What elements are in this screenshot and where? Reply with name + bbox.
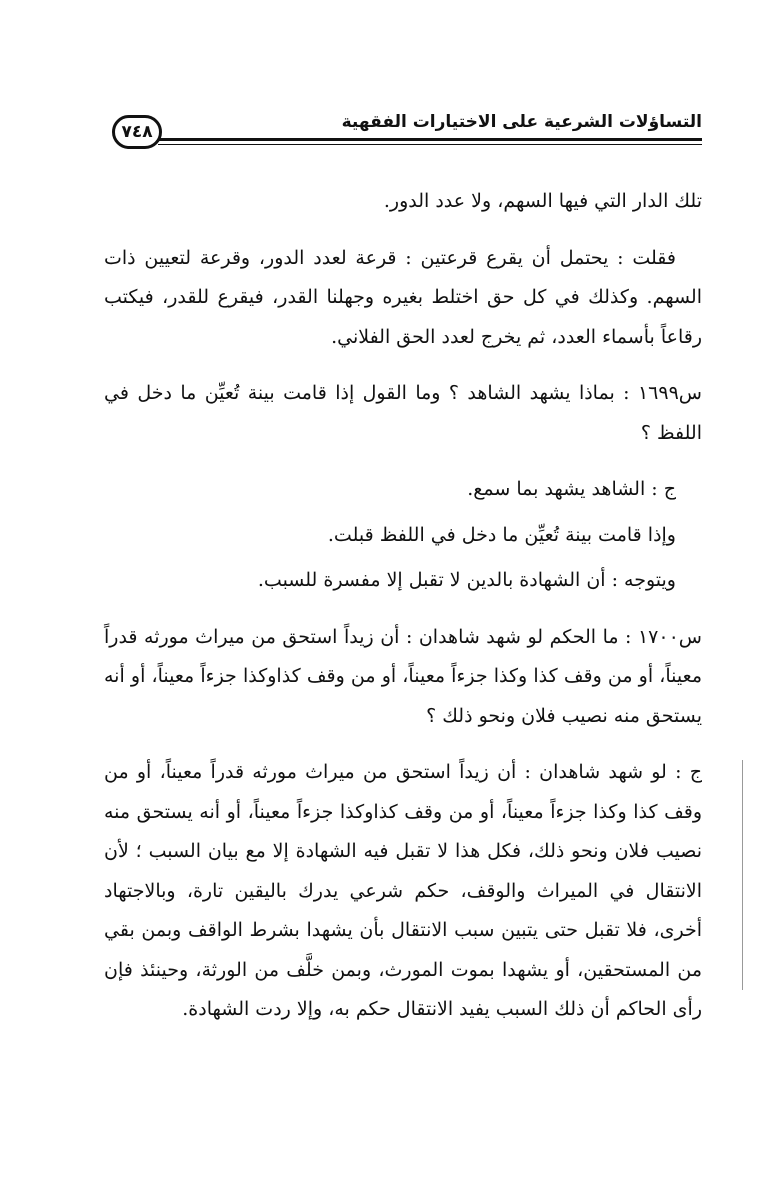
question-1699: س١٦٩٩ : بماذا يشهد الشاهد ؟ وما القول إذا قامت بينة تُعيِّن ما دخل في اللفظ ؟ [104,382,702,444]
paragraph: ويتوجه : أن الشهادة بالدين لا تقبل إلا مفسرة للسبب. [257,569,676,591]
answer-1700: ج : لو شهد شاهدان : أن زيداً استحق من ميراث مورثه قدراً معيناً، أو من وقف كذا وكذا جزءاً معيناً، أو من وقف كذاوكذا جزءاً معيناً، أو أنه يستحق منه نصيب فلان ونحو ذلك، فكل هذا لا تقبل فيه الشهادة إلا مع بيان السبب ؛ لأن الانتقال في الميراث والوقف، حكم شرعي يدرك باليقين تارة، وبالاجتهاد أخرى، فلا تقبل حتى يتبين سبب الانتقال بأن يشهدا بشرط الواقف وبمن بقي من المستحقين، أو يشهدا بموت المورث، وبمن خلَّف من الورثة، وحينئذ فإن رأى الحاكم أن ذلك السبب يفيد الانتقال حكم به، وإلا ردت الشهادة. [104,761,702,1020]
page-number: ٧٤٨ [121,122,153,142]
answer-1699: ج : الشاهد يشهد بما سمع. [467,478,676,500]
margin-line [742,760,743,990]
paragraph: فقلت : يحتمل أن يقرع قرعتين : قرعة لعدد الدور، وقرعة لتعيين ذات السهم. وكذلك في كل حق اختلط بغيره وجهلنا القدر، فيقرع للقدر، فيكتب رقاعاً بأسماء العدد، ثم يخرج لعدد الحق الفلاني. [104,246,702,348]
running-title: التساؤلات الشرعية على الاختيارات الفقهية [341,112,702,132]
page-number-badge [112,115,162,149]
header-rule-thick [158,138,702,141]
paragraph: وإذا قامت بينة تُعيِّن ما دخل في اللفظ قبلت. [327,523,676,546]
page-body [104,182,702,1047]
header-rule-thin [158,144,702,145]
page-header [108,98,702,158]
question-1700: س١٧٠٠ : ما الحكم لو شهد شاهدان : أن زيداً استحق من ميراث مورثه قدراً معيناً، أو من وقف كذا وكذا جزءاً معيناً، أو من وقف كذاوكذا جزءاً معيناً، أو أنه يستحق منه نصيب فلان ونحو ذلك ؟ [104,625,702,727]
paragraph: تلك الدار التي فيها السهم، ولا عدد الدور. [383,190,702,212]
